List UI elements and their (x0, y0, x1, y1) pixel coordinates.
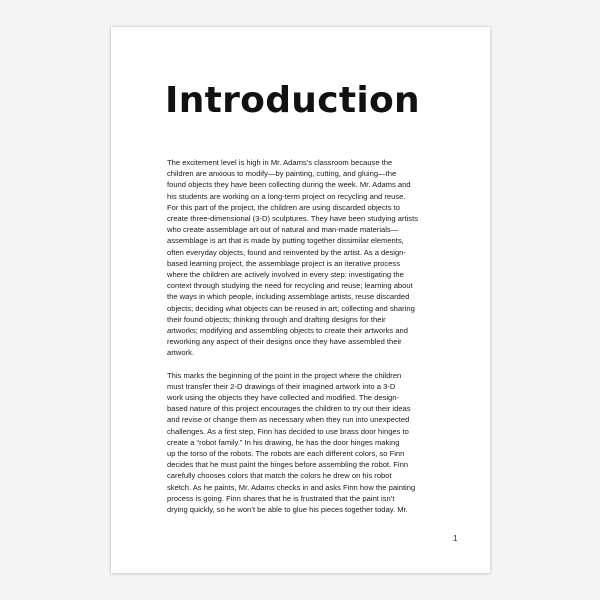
text-line: process is going. Finn shares that he is frustrated that the paint isn’t (167, 493, 395, 503)
paragraph (167, 370, 471, 516)
text-line: and revise or change them as necessary when they run into unexpected (167, 415, 410, 425)
text-line: artwork. (167, 348, 195, 358)
text-line: their found objects; thinking through and drafting designs for their (167, 314, 386, 324)
text-line: decides that he must paint the hinges before assembling the robot. Finn (167, 460, 409, 470)
text-line: his students are working on a long-term project on recycling and reuse. (167, 191, 406, 201)
text-line: drying quickly, so he won’t be able to glue his pieces together today. Mr. (167, 505, 408, 515)
text-line: based nature of this project encourages the children to try out their ideas (167, 404, 411, 414)
text-line: carefully chooses colors that match the colors he drew on his robot (167, 471, 392, 481)
paragraph (167, 157, 471, 359)
text-line: create a “robot family.” In his drawing, he has the door hinges making (167, 437, 400, 447)
text-line: challenges. As a first step, Finn has decided to use brass door hinges to (167, 426, 409, 436)
text-line: the ways in which people, including assemblage artists, reuse discarded (167, 292, 410, 302)
text-line: who create assemblage art out of natural and man-made materials— (167, 225, 399, 235)
text-line: context through studying the need for recycling and reuse; learning about (167, 281, 413, 291)
text-line: For this part of the project, the children are using discarded objects to (167, 202, 400, 212)
text-line: children are anxious to modify—by painting, cutting, and gluing—the (167, 169, 397, 179)
text-line: The excitement level is high in Mr. Adams’s classroom because the (167, 158, 393, 167)
text-line: reworking any aspect of their designs once they have assembled their (167, 337, 402, 347)
text-line: objects; deciding what objects can be reused in art; collecting and sharing (167, 303, 415, 313)
text-line: based learning project, the assemblage project is an iterative process (167, 258, 401, 268)
text-line: up the torso of the robots. The robots are each different colors, so Finn (167, 449, 405, 459)
body-text (167, 157, 471, 526)
text-line: work using the objects they have collected and modified. The design- (167, 393, 400, 403)
text-line: often everyday objects, found and reinvented by the artist. As a design- (167, 247, 406, 257)
page-title: Introduction (165, 80, 420, 121)
text-line: create three-dimensional (3-D) sculptures. They have been studying artists (167, 214, 418, 224)
text-line: artworks; modifying and assembling objects to create their artworks and (167, 326, 409, 336)
text-line: assemblage is art that is made by putting together dissimilar elements, (167, 236, 404, 246)
text-line: found objects they have been collecting during the week. Mr. Adams and (167, 180, 411, 190)
document-page (111, 27, 490, 573)
text-line: sketch. As he paints, Mr. Adams checks in and asks Finn how the painting (167, 482, 416, 492)
text-line: must transfer their 2-D drawings of their imagined artwork into a 3-D (167, 381, 396, 391)
text-line: This marks the beginning of the point in the project where the children (167, 370, 402, 380)
text-line: where the children are actively involved in every step: investigating the (167, 270, 404, 280)
page-number: 1 (453, 534, 458, 543)
